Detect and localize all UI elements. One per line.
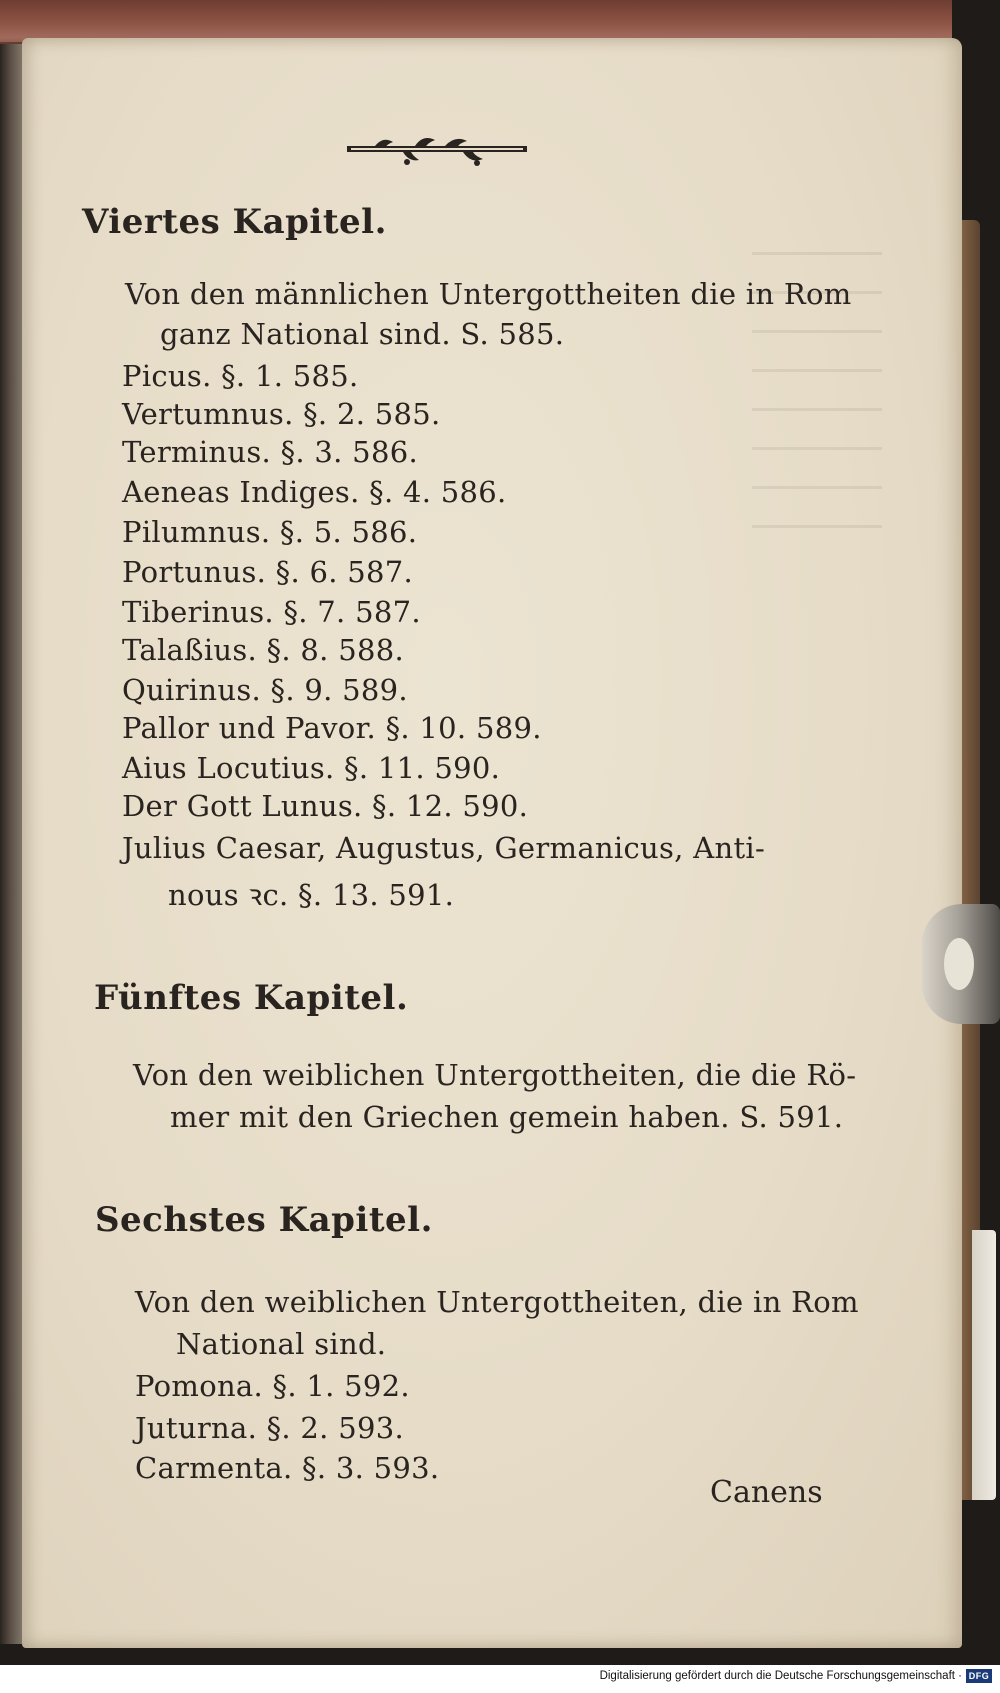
toc-entry: Quirinus. §. 9. 589. [122, 673, 408, 707]
chapter-description-line: Von den männlichen Untergottheiten die in Rom [125, 277, 852, 311]
toc-entry: Der Gott Lunus. §. 12. 590. [122, 789, 529, 823]
chapter-description-line: ganz National sind. S. 585. [160, 317, 565, 351]
dfg-logo: DFG [966, 1669, 992, 1683]
toc-entry: Talaßius. §. 8. 588. [122, 633, 404, 667]
toc-entry: Juturna. §. 2. 593. [135, 1411, 404, 1445]
toc-entry: Pilumnus. §. 5. 586. [122, 515, 418, 549]
toc-entry: Carmenta. §. 3. 593. [135, 1451, 440, 1485]
toc-entry: Tiberinus. §. 7. 587. [122, 595, 421, 629]
toc-entry: Picus. §. 1. 585. [122, 359, 359, 393]
toc-entry: Aius Locutius. §. 11. 590. [122, 751, 501, 785]
toc-entry: Terminus. §. 3. 586. [122, 435, 418, 469]
toc-entry: Pomona. §. 1. 592. [135, 1369, 410, 1403]
toc-entry: Vertumnus. §. 2. 585. [122, 397, 441, 431]
chapter-description-line: mer mit den Griechen gemein haben. S. 591. [170, 1100, 844, 1134]
toc-entry: Julius Caesar, Augustus, Germanicus, Anti- [122, 831, 766, 865]
toc-entry: Portunus. §. 6. 587. [122, 555, 414, 589]
toc-entry: Pallor und Pavor. §. 10. 589. [122, 711, 542, 745]
toc-entry: nous ꝛc. §. 13. 591. [168, 878, 455, 912]
chapter-title: Viertes Kapitel. [82, 202, 387, 242]
catchword: Canens [710, 1475, 823, 1510]
chapter-description-line: National sind. [176, 1327, 387, 1361]
chapter-title: Sechstes Kapitel. [95, 1200, 433, 1240]
page-stack-lower-edge [972, 1230, 996, 1500]
chapter-description-line: Von den weiblichen Untergottheiten, die in Rom [135, 1285, 859, 1319]
chapter-description-line: Von den weiblichen Untergottheiten, die die Rö- [133, 1058, 857, 1092]
decorative-ornament [345, 132, 530, 172]
page-clip-tab [922, 904, 1000, 1024]
toc-entry: Aeneas Indiges. §. 4. 586. [122, 475, 507, 509]
footer-credit: Digitalisierung gefördert durch die Deutsche Forschungsgemeinschaft · [599, 1670, 962, 1682]
chapter-title: Fünftes Kapitel. [94, 978, 409, 1018]
